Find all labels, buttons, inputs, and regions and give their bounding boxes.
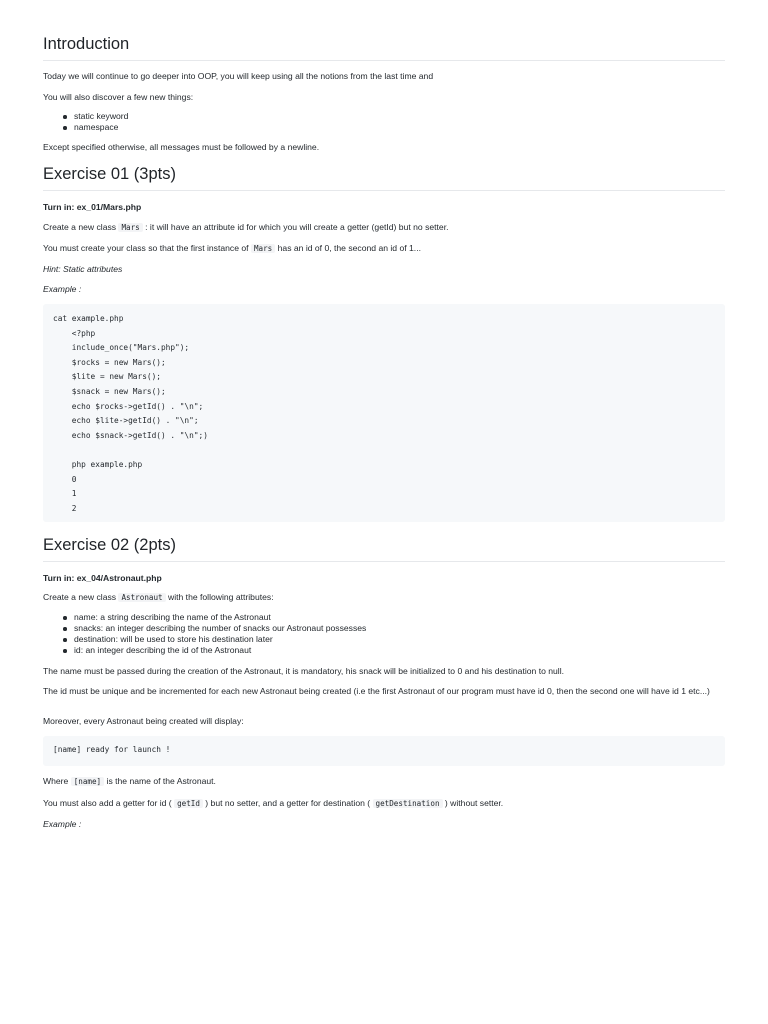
code-line: $lite = new Mars();: [53, 372, 161, 382]
exercise-02-heading: Exercise 02 (2pts): [43, 535, 725, 562]
code-line: echo $snack->getId() . "\n";): [53, 430, 208, 440]
ex02-paragraph-6: You must also add a getter for id ( getId ) but no setter, and a getter for destination ( getDestination ) without setter.: [43, 798, 504, 808]
ex02-turn-in: Turn in: ex_04/Astronaut.php: [43, 573, 162, 583]
ex01-hint: Hint: Static attributes: [43, 264, 123, 274]
ex02-code-block: [43, 736, 725, 766]
code-line: <?php: [53, 328, 96, 338]
code-line: 0: [53, 474, 77, 484]
intro-list: [43, 111, 756, 133]
list-item: snacks: an integer describing the number of snacks our Astronaut possesses: [74, 623, 756, 634]
list-item: destination: will be used to store his destination later: [74, 634, 756, 645]
method-name-code: getId: [174, 799, 203, 808]
ex02-paragraph-5: Where [name] is the name of the Astronaut.: [43, 776, 216, 786]
ex02-paragraph-4: Moreover, every Astronaut being created will display:: [43, 716, 244, 726]
ex02-paragraph-2: The name must be passed during the creation of the Astronaut, it is mandatory, his snack will be initialized to 0 and his destination to null.: [43, 666, 565, 676]
exercise-01-heading: Exercise 01 (3pts): [43, 164, 725, 191]
code-line: [53, 443, 715, 458]
code-line: 1: [53, 489, 77, 499]
method-name-code: getDestination: [373, 799, 443, 808]
ex02-paragraph-3: The id must be unique and be incremented for each new Astronaut being created (i.e the first Astronaut of our program must have id 0, then the second one will have id 1 etc...): [43, 686, 710, 696]
placeholder-code: [name]: [71, 777, 104, 786]
list-item: id: an integer describing the id of the Astronaut: [74, 645, 756, 656]
ex01-paragraph-1: Create a new class Mars : it will have an attribute id for which you will create a getter (getId) but no setter.: [43, 222, 449, 232]
ex02-paragraph-1: Create a new class Astronaut with the following attributes:: [43, 592, 274, 602]
ex01-turn-in: Turn in: ex_01/Mars.php: [43, 202, 142, 212]
list-item: name: a string describing the name of the Astronaut: [74, 612, 756, 623]
list-item: namespace: [74, 122, 756, 133]
code-line: [name] ready for launch !: [53, 745, 171, 754]
code-line: $rocks = new Mars();: [53, 357, 166, 367]
code-line: 2: [53, 503, 77, 513]
class-name-code: Astronaut: [118, 593, 165, 602]
intro-paragraph-2: You will also discover a few new things:: [43, 92, 194, 102]
code-line: echo $lite->getId() . "\n";: [53, 416, 199, 426]
intro-paragraph-3: Except specified otherwise, all messages must be followed by a newline.: [43, 142, 320, 152]
code-line: $snack = new Mars();: [53, 386, 166, 396]
intro-paragraph-1: Today we will continue to go deeper into OOP, you will keep using all the notions from the last time and: [43, 71, 434, 81]
code-line: cat example.php: [53, 314, 124, 323]
list-item: static keyword: [74, 111, 756, 122]
ex01-paragraph-2: You must create your class so that the first instance of Mars has an id of 0, the second an id of 1...: [43, 243, 421, 253]
ex01-example-label: Example :: [43, 284, 82, 294]
code-line: include_once("Mars.php");: [53, 343, 190, 353]
ex02-attribute-list: [43, 612, 756, 656]
ex01-code-block: [43, 304, 725, 522]
class-name-code: Mars: [118, 223, 142, 232]
code-line: echo $rocks->getId() . "\n";: [53, 401, 204, 411]
code-line: php example.php: [53, 459, 143, 469]
class-name-code: Mars: [251, 244, 275, 253]
introduction-heading: Introduction: [43, 34, 725, 61]
ex02-example-label: Example :: [43, 819, 82, 829]
